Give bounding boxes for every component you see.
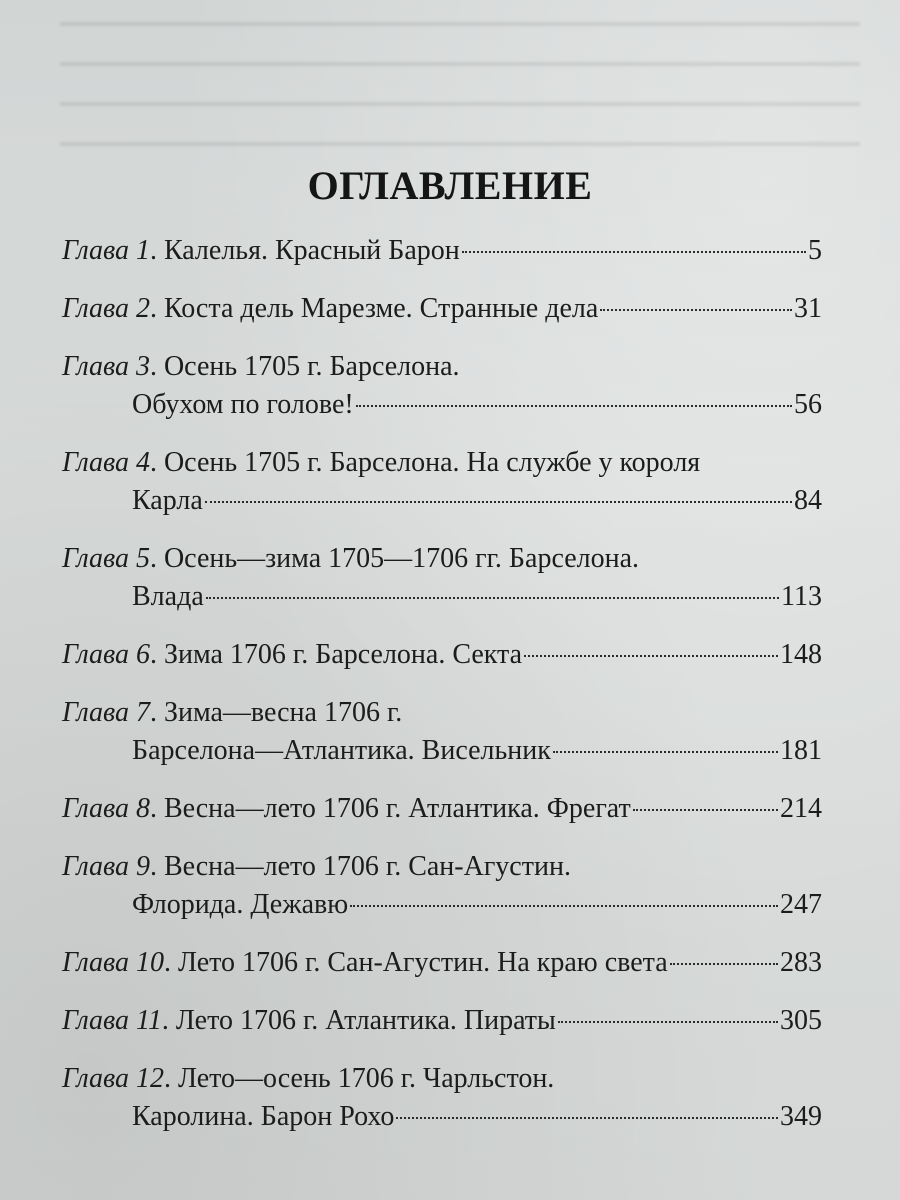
dot-leader xyxy=(462,251,806,253)
chapter-separator: . xyxy=(163,947,178,978)
chapter-label: Глава 12 xyxy=(62,1063,164,1094)
dot-leader xyxy=(524,655,778,657)
chapter-title-text: Влада xyxy=(132,581,204,612)
chapter-title-text: Осень 1705 г. Барселона. xyxy=(163,351,460,382)
dot-leader xyxy=(558,1021,778,1023)
chapter-title-text: Флорида. Дежавю xyxy=(132,889,349,920)
chapter-title-text: Осень 1705 г. Барселона. На службе у короля xyxy=(163,447,701,478)
chapter-title-text: Осень—зима 1705—1706 гг. Барселона. xyxy=(163,543,640,574)
toc-entry xyxy=(62,944,822,982)
chapter-label: Глава 3 xyxy=(62,351,150,382)
chapter-label: Глава 11 xyxy=(62,1005,162,1036)
dot-leader xyxy=(350,905,778,907)
chapter-separator: . xyxy=(149,293,164,324)
toc-entry-first-line xyxy=(62,1002,822,1040)
chapter-label: Глава 8 xyxy=(62,793,150,824)
toc-entry xyxy=(62,232,822,270)
chapter-separator: . xyxy=(149,351,164,382)
page-number: 181 xyxy=(780,735,822,766)
toc-entry-continuation-line xyxy=(62,886,822,924)
chapter-title-text: Обухом по голове! xyxy=(132,389,354,420)
toc-entry xyxy=(62,444,822,520)
chapter-label: Глава 9 xyxy=(62,851,150,882)
toc-entry xyxy=(62,290,822,328)
page-number: 148 xyxy=(780,639,822,670)
chapter-separator: . xyxy=(149,697,164,728)
chapter-title-text: Лето 1706 г. Сан-Агустин. На краю света xyxy=(177,947,668,978)
dot-leader xyxy=(356,405,792,407)
page-number: 247 xyxy=(780,889,822,920)
toc-entry xyxy=(62,1060,822,1136)
dot-leader xyxy=(553,751,778,753)
toc-entry-first-line xyxy=(62,540,822,578)
page-number: 84 xyxy=(794,485,822,516)
table-of-contents xyxy=(62,232,822,1156)
toc-entry-first-line xyxy=(62,1060,822,1098)
page-title: ОГЛАВЛЕНИЕ xyxy=(307,163,593,208)
chapter-title-text: Карла xyxy=(132,485,203,516)
chapter-separator: . xyxy=(149,543,164,574)
page-number: 31 xyxy=(794,293,822,324)
dot-leader xyxy=(600,309,792,311)
toc-entry-first-line xyxy=(62,444,822,482)
dot-leader xyxy=(633,809,778,811)
toc-entry xyxy=(62,694,822,770)
dot-leader xyxy=(206,597,779,599)
chapter-title-text: Лето—осень 1706 г. Чарльстон. xyxy=(177,1063,555,1094)
toc-entry-continuation-line xyxy=(62,1098,822,1136)
chapter-title-text: Лето 1706 г. Атлантика. Пираты xyxy=(175,1005,556,1036)
toc-entry xyxy=(62,848,822,924)
chapter-label: Глава 4 xyxy=(62,447,150,478)
chapter-title-text: Каролина. Барон Рохо xyxy=(132,1101,395,1132)
toc-entry-first-line xyxy=(62,636,822,674)
chapter-separator: . xyxy=(149,235,164,266)
toc-entry-continuation-line xyxy=(62,732,822,770)
chapter-separator: . xyxy=(149,447,164,478)
chapter-label: Глава 5 xyxy=(62,543,150,574)
page-number: 214 xyxy=(780,793,822,824)
dot-leader xyxy=(205,501,792,503)
page-number: 305 xyxy=(780,1005,822,1036)
show-through-text xyxy=(60,0,860,150)
chapter-label: Глава 1 xyxy=(62,235,150,266)
toc-entry-first-line xyxy=(62,232,822,270)
chapter-separator: . xyxy=(161,1005,176,1036)
page-number: 349 xyxy=(780,1101,822,1132)
toc-entry-first-line xyxy=(62,944,822,982)
toc-entry xyxy=(62,348,822,424)
toc-entry-first-line xyxy=(62,848,822,886)
chapter-separator: . xyxy=(149,639,164,670)
toc-entry-first-line xyxy=(62,694,822,732)
chapter-title-text: Калелья. Красный Барон xyxy=(163,235,460,266)
toc-entry-continuation-line xyxy=(62,386,822,424)
toc-entry-continuation-line xyxy=(62,578,822,616)
chapter-title-text: Весна—лето 1706 г. Сан-Агустин. xyxy=(163,851,571,882)
chapter-title-text: Весна—лето 1706 г. Атлантика. Фрегат xyxy=(163,793,631,824)
dot-leader xyxy=(396,1117,778,1119)
toc-entry xyxy=(62,636,822,674)
toc-entry-continuation-line xyxy=(62,482,822,520)
chapter-title-text: Зима 1706 г. Барселона. Секта xyxy=(163,639,523,670)
toc-entry xyxy=(62,1002,822,1040)
toc-entry-first-line xyxy=(62,790,822,828)
dot-leader xyxy=(670,963,778,965)
toc-entry-first-line xyxy=(62,290,822,328)
chapter-title-text: Коста дель Марезме. Странные дела xyxy=(163,293,599,324)
chapter-separator: . xyxy=(149,793,164,824)
toc-entry xyxy=(62,540,822,616)
chapter-separator: . xyxy=(163,1063,178,1094)
page-number: 56 xyxy=(794,389,822,420)
chapter-label: Глава 10 xyxy=(62,947,164,978)
chapter-separator: . xyxy=(149,851,164,882)
chapter-title-text: Барселона—Атлантика. Висельник xyxy=(132,735,551,766)
page-number: 113 xyxy=(781,581,822,612)
toc-entry xyxy=(62,790,822,828)
chapter-label: Глава 2 xyxy=(62,293,150,324)
chapter-label: Глава 7 xyxy=(62,697,150,728)
page-number: 5 xyxy=(808,235,822,266)
chapter-title-text: Зима—весна 1706 г. xyxy=(163,697,403,728)
toc-entry-first-line xyxy=(62,348,822,386)
chapter-label: Глава 6 xyxy=(62,639,150,670)
page-number: 283 xyxy=(780,947,822,978)
